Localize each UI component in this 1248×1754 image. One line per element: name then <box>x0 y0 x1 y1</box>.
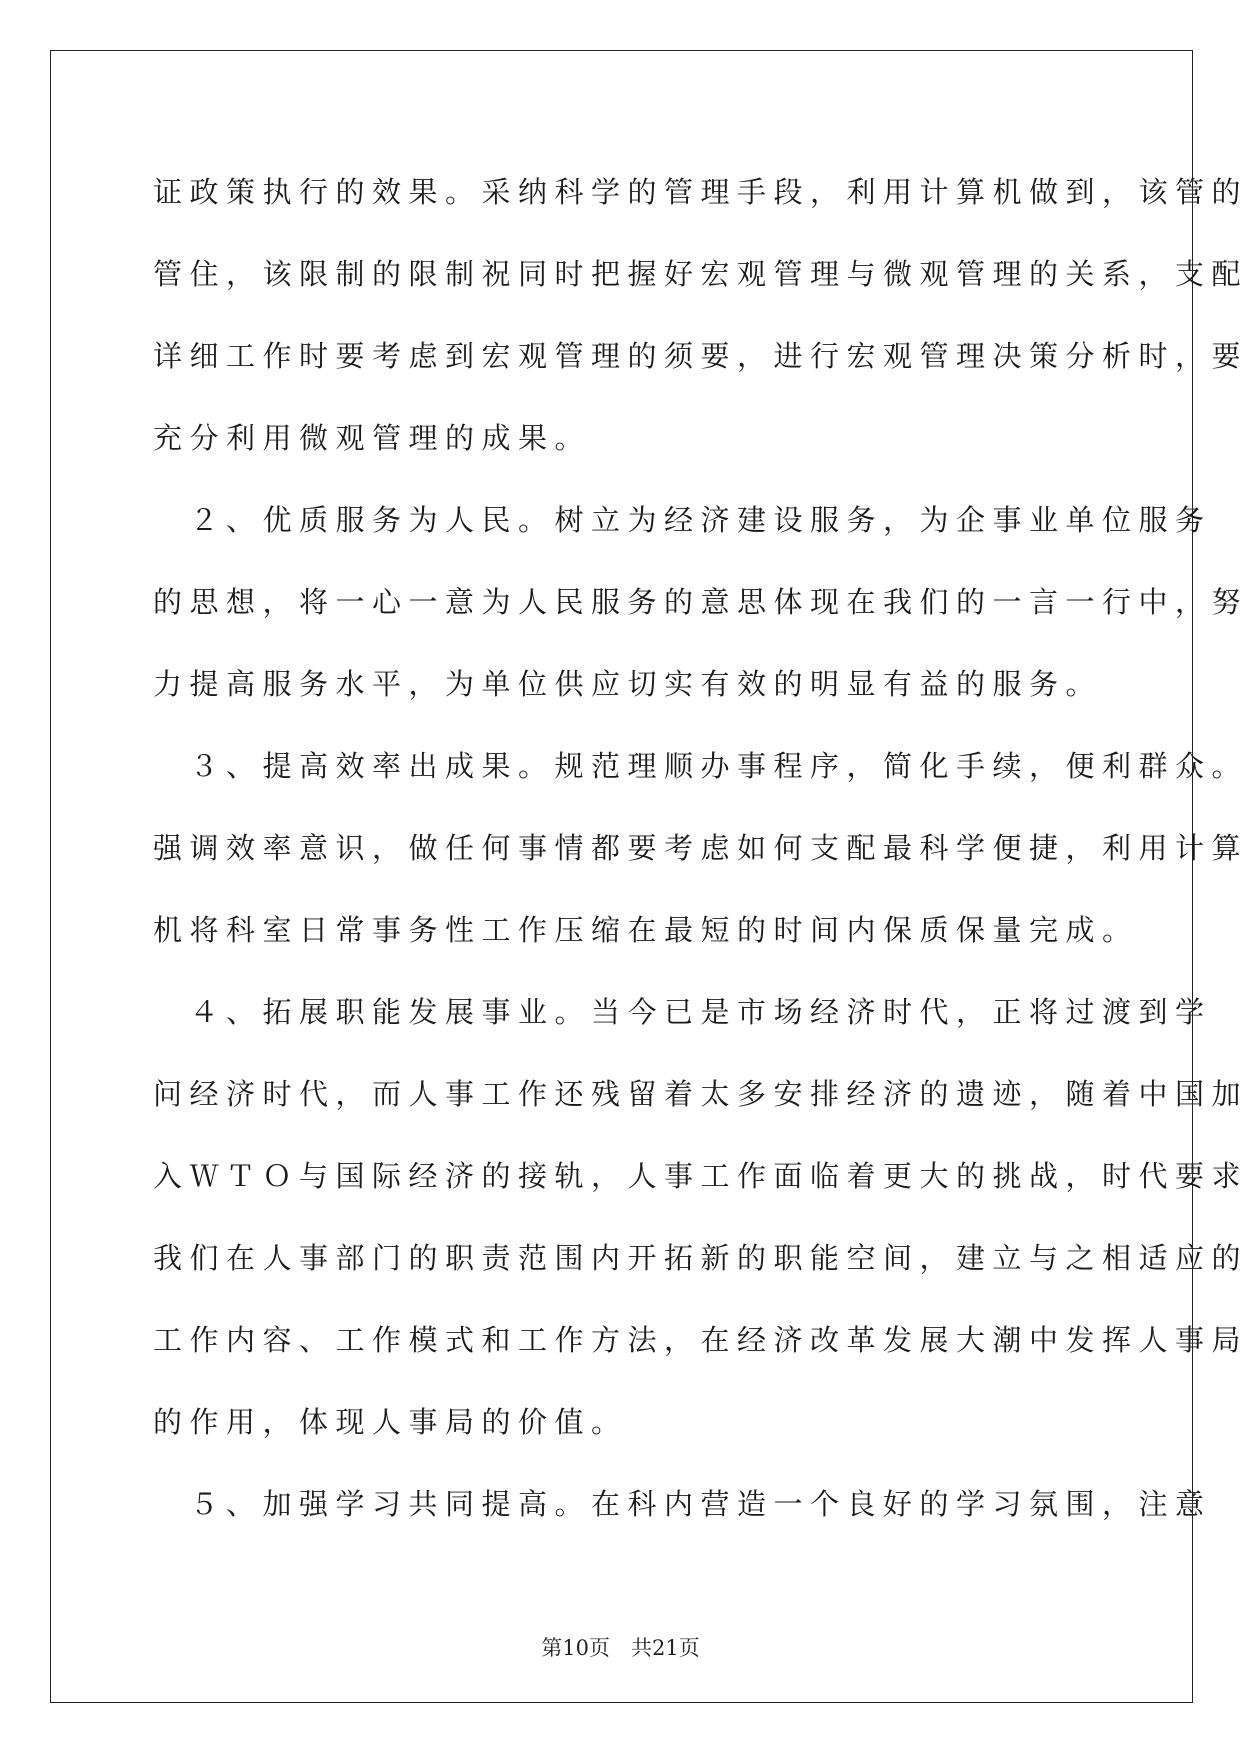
text-line: 工作内容、工作模式和工作方法，在经济改革发展大潮中发挥人事局 <box>153 1323 1248 1357</box>
text-line: ４、拓展职能发展事业。当今已是市场经济时代，正将过渡到学 <box>153 995 1212 1029</box>
text-line: 我们在人事部门的职责范围内开拓新的职能空间，建立与之相适应的 <box>153 1241 1248 1275</box>
text-line: 的作用，体现人事局的价值。 <box>153 1405 628 1439</box>
text-line: 机将科室日常事务性工作压缩在最短的时间内保质保量完成。 <box>153 913 1139 947</box>
text-line: 证政策执行的效果。采纳科学的管理手段，利用计算机做到，该管的 <box>153 175 1248 209</box>
text-line: 的思想，将一心一意为人民服务的意思体现在我们的一言一行中，努 <box>153 585 1248 619</box>
text-line: 入ＷＴＯ与国际经济的接轨，人事工作面临着更大的挑战，时代要求 <box>153 1159 1248 1193</box>
text-line: ２、优质服务为人民。树立为经济建设服务，为企事业单位服务 <box>153 503 1212 537</box>
text-line: 管住，该限制的限制祝同时把握好宏观管理与微观管理的关系，支配 <box>153 257 1248 291</box>
text-line: 充分利用微观管理的成果。 <box>153 421 592 455</box>
text-line: 详细工作时要考虑到宏观管理的须要，进行宏观管理决策分析时，要 <box>153 339 1248 373</box>
text-line: ３、提高效率出成果。规范理顺办事程序，简化手续，便利群众。 <box>153 749 1248 783</box>
text-line: ５、加强学习共同提高。在科内营造一个良好的学习氛围，注意 <box>153 1487 1212 1521</box>
text-line: 问经济时代，而人事工作还残留着太多安排经济的遗迹，随着中国加 <box>153 1077 1248 1111</box>
text-line: 力提高服务水平，为单位供应切实有效的明显有益的服务。 <box>153 667 1103 701</box>
document-body <box>153 165 1248 1559</box>
page-number-footer: 第10页 共21页 <box>541 1636 700 1660</box>
text-line: 强调效率意识，做任何事情都要考虑如何支配最科学便捷，利用计算 <box>153 831 1248 865</box>
